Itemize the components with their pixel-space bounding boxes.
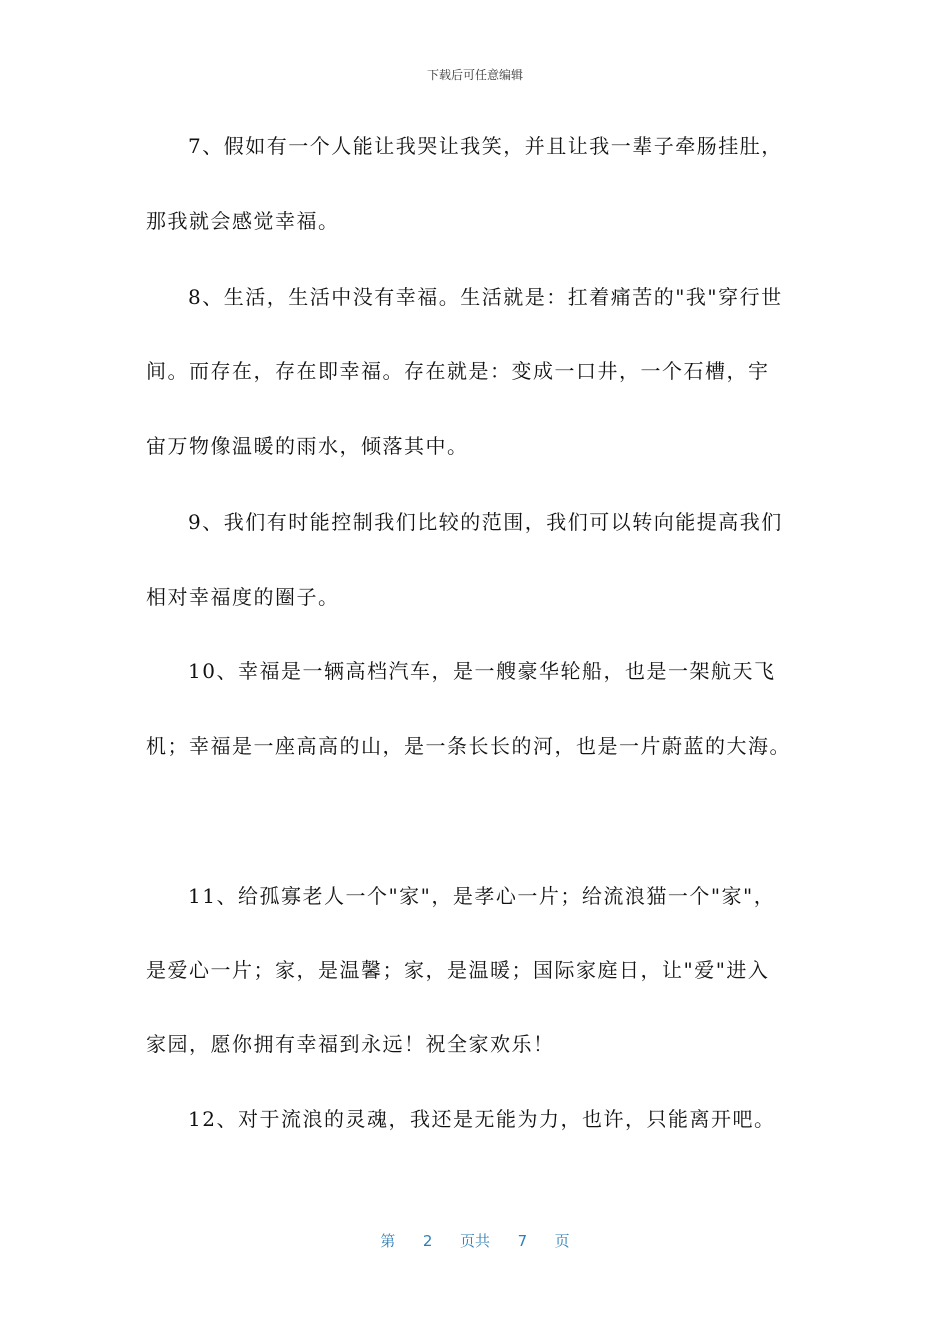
footer-total-pages: 7 xyxy=(517,1232,528,1250)
paragraph-7-line-2: 那我就会感觉幸福。 xyxy=(146,209,340,233)
paragraph-9-line-2: 相对幸福度的圈子。 xyxy=(146,585,340,609)
footer-ye-gong: 页共 xyxy=(459,1232,490,1250)
paragraph-7-line-1: 7、假如有一个人能让我哭让我笑，并且让我一辈子牵肠挂肚， xyxy=(188,134,783,158)
paragraph-8-line-3: 宙万物像温暖的雨水，倾落其中。 xyxy=(146,434,469,458)
page-footer xyxy=(0,1230,950,1251)
paragraph-11-line-3: 家园，愿你拥有幸福到永远！祝全家欢乐！ xyxy=(146,1032,555,1056)
paragraph-9-line-1: 9、我们有时能控制我们比较的范围，我们可以转向能提高我们 xyxy=(188,510,783,534)
footer-page-number: 2 xyxy=(422,1232,433,1250)
paragraph-11-line-1: 11、给孤寡老人一个"家"，是孝心一片；给流浪猫一个"家"， xyxy=(188,884,776,908)
paragraph-10-line-1: 10、幸福是一辆高档汽车，是一艘豪华轮船，也是一架航天飞 xyxy=(188,659,776,683)
footer-ye: 页 xyxy=(554,1232,570,1250)
paragraph-10-line-2: 机；幸福是一座高高的山，是一条长长的河，也是一片蔚蓝的大海。 xyxy=(146,734,791,758)
paragraph-8-line-1: 8、生活，生活中没有幸福。生活就是：扛着痛苦的"我"穿行世 xyxy=(188,285,783,309)
page-header: 下载后可任意编辑 xyxy=(426,68,523,82)
footer-di: 第 xyxy=(380,1232,396,1250)
paragraph-11-line-2: 是爱心一片；家，是温馨；家，是温暖；国际家庭日，让"爱"进入 xyxy=(146,958,770,982)
paragraph-8-line-2: 间。而存在，存在即幸福。存在就是：变成一口井，一个石槽，宇 xyxy=(146,359,770,383)
paragraph-12-line-1: 12、对于流浪的灵魂，我还是无能为力，也许，只能离开吧。 xyxy=(188,1107,776,1131)
